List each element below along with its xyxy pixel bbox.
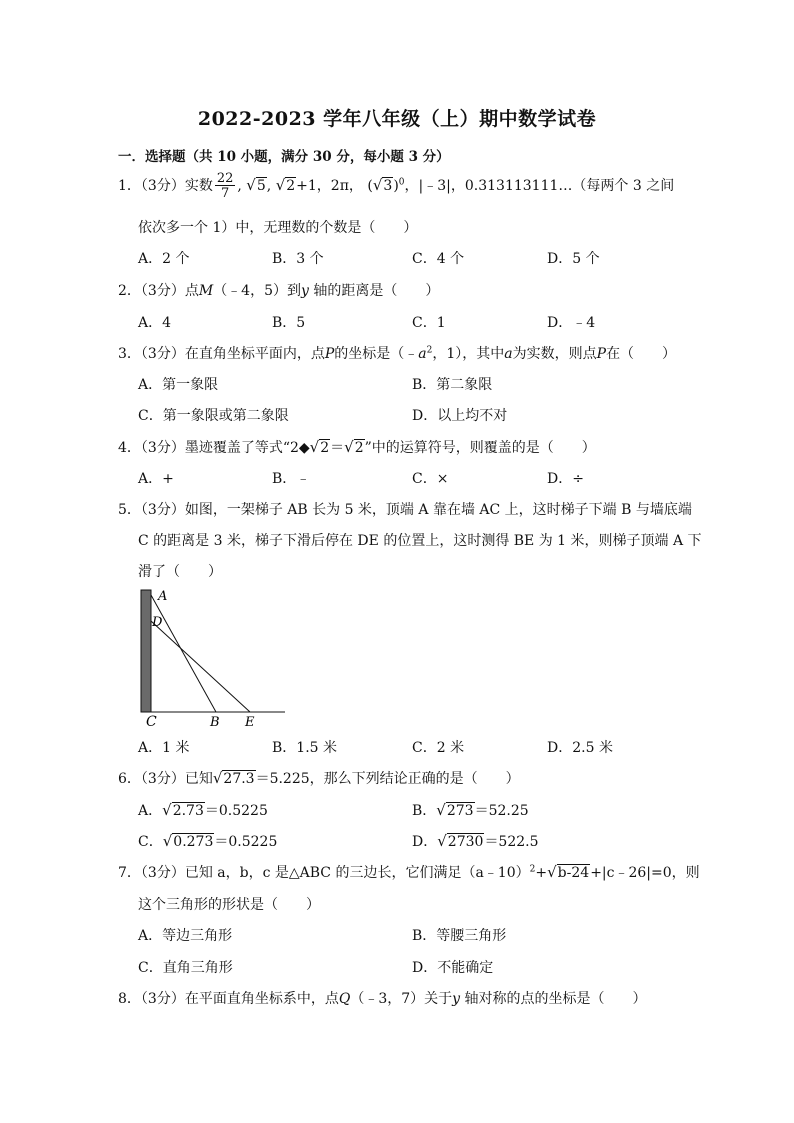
sqrt: √0.273 [162,832,214,850]
ladder-figure [130,585,300,730]
sqrt: √2.73 [162,801,204,819]
q2-option-d: D．﹣4 [547,315,596,331]
q5-option-c: C．2 米 [412,740,465,756]
question-5-line-2: C 的距离是 3 米，梯子下滑后停在 DE 的位置上，这时测得 BE 为 1 米，则梯子顶端 A 下 [138,533,702,549]
q2-option-c: C．1 [412,315,446,331]
label-b: B [210,715,220,730]
q1-option-b: B．3 个 [272,251,324,267]
sqrt: √2730 [437,832,484,850]
sqrt: √b-24 [547,863,590,881]
wall [141,590,151,712]
sqrt: √2 [309,438,330,456]
fraction: $\frac{22}{7}$ [216,171,234,201]
q3-option-d: D．以上均不对 [412,408,508,424]
q2-option-a: A．4 [138,315,172,331]
page-title: 2022-2023 学年八年级（上）期中数学试卷 [197,108,597,130]
label-a: A [158,589,168,604]
q1-option-c: C．4 个 [412,251,465,267]
q6-option-d: D．√2730＝522.5 [412,832,539,850]
question-7-line-1: 7．（3分）已知 a，b，c 是△ABC 的三边长，它们满足（a﹣10）$^2$+√b-24+|c﹣26|=0，则 [118,863,700,881]
question-6: 6．（3分）已知√27.3＝5.225，那么下列结论正确的是（ ） [118,769,520,787]
q7-option-d: D．不能确定 [412,960,494,976]
q5-option-b: B．1.5 米 [272,740,338,756]
q7-option-a: A．等边三角形 [138,928,233,944]
question-4: 4．（3分）墨迹覆盖了等式“2◆√2＝√2”中的运算符号，则覆盖的是（ ） [118,438,596,456]
ladder-de [151,621,250,712]
q5-option-d: D．2.5 米 [547,740,613,756]
sqrt: √5 [246,176,266,194]
q4-option-c: C．× [412,471,449,487]
label-d: D [152,615,163,630]
q1-option-a: A．2 个 [138,251,190,267]
q6-option-a: A．√2.73＝0.5225 [138,801,268,819]
sqrt: √3 [372,176,393,194]
question-8: 8．（3分）在平面直角坐标系中，点Q（﹣3，7）关于y 轴对称的点的坐标是（ ） [118,991,647,1007]
q6-option-b: B．√273＝52.25 [412,801,529,819]
label-c: C [146,714,157,730]
sqrt: √27.3 [212,769,255,787]
sqrt: √2 [275,176,296,194]
question-7-line-2: 这个三角形的形状是（ ） [138,897,320,913]
question-5-line-1: 5．（3分）如图，一架梯子 AB 长为 5 米，顶端 A 靠在墙 AC 上，这时梯子下端 B 与墙底端 [118,502,692,518]
label-e: E [245,715,255,730]
q4-option-b: B．﹣ [272,471,311,487]
q3-option-c: C．第一象限或第二象限 [138,408,289,424]
q1-option-d: D．5 个 [547,251,600,267]
q3-option-b: B．第二象限 [412,377,493,393]
question-2: 2．（3分）点M（﹣4，5）到y 轴的距离是（ ） [118,283,440,299]
question-1-line-1: 1．（3分）实数 $\frac{22}{7}$ , √5, √2+1，2π， $(√3)^0$，|﹣3|，0.313113111…（每两个 3 之间 [118,171,675,201]
q3-option-a: A．第一象限 [138,377,219,393]
q4-option-d: D．÷ [547,471,584,487]
section-heading: 一．选择题（共 10 小题，满分 30 分，每小题 3 分） [118,149,450,165]
q7-option-c: C．直角三角形 [138,960,233,976]
q7-option-b: B．等腰三角形 [412,928,507,944]
sqrt: √273 [436,801,474,819]
question-3: 3．（3分）在直角坐标平面内，点P的坐标是（$﹣a^2$，1），其中a为实数，则点P在（ ） [118,345,677,362]
q2-option-b: B．5 [272,315,306,331]
question-1-line-2: 依次多一个 1）中，无理数的个数是（ ） [138,220,418,236]
ladder-ab [151,595,216,712]
q4-option-a: A．+ [138,471,174,487]
question-5-line-3: 滑了（ ） [138,564,222,580]
q6-option-c: C．√0.273＝0.5225 [138,832,278,850]
q5-option-a: A．1 米 [138,740,190,756]
sqrt: √2 [344,438,364,456]
